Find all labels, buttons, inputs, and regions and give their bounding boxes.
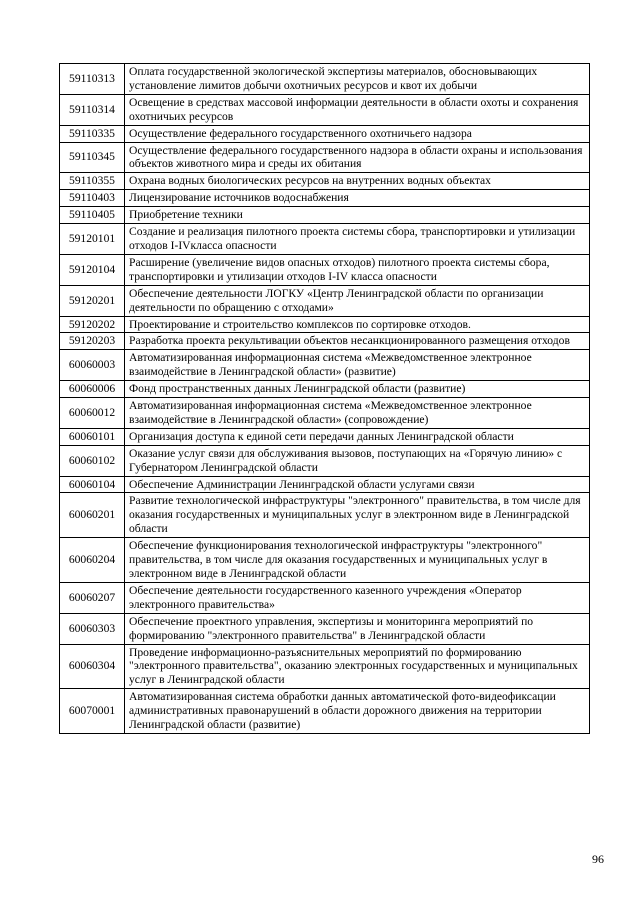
row-code: 60060201 (60, 493, 125, 538)
row-description: Обеспечение Администрации Ленинградской области услугами связи (125, 476, 590, 493)
row-description: Лицензирование источников водоснабжения (125, 190, 590, 207)
table-row (60, 613, 590, 644)
row-code: 60060003 (60, 350, 125, 381)
row-code: 59120104 (60, 254, 125, 285)
table-row (60, 333, 590, 350)
row-code: 59110405 (60, 207, 125, 224)
row-description: Организация доступа к единой сети передачи данных Ленинградской области (125, 428, 590, 445)
row-code: 59120202 (60, 316, 125, 333)
row-code: 59120201 (60, 285, 125, 316)
table-row (60, 428, 590, 445)
table-row (60, 94, 590, 125)
row-description: Обеспечение функционирования технологической инфраструктуры "электронного" правительства, в том числе для оказания государственных и муниципальных услуг в электронном виде в Ленинградской области (125, 538, 590, 583)
row-description: Разработка проекта рекультивации объектов несанкционированного размещения отходов (125, 333, 590, 350)
table-row (60, 316, 590, 333)
row-description: Проведение информационно-разъяснительных мероприятий по формированию "электронного правительства", оказанию электронных государственных и муниципальных услуг в Ленинградской области (125, 644, 590, 689)
table-row (60, 173, 590, 190)
budget-codes-table (59, 63, 590, 734)
page-number: 96 (592, 852, 604, 866)
table-body (60, 64, 590, 734)
row-description: Автоматизированная система обработки данных автоматической фото-видеофиксации административных правонарушений в области дорожного движения на территории Ленинградской области (развитие) (125, 689, 590, 734)
row-code: 59110314 (60, 94, 125, 125)
table-row (60, 493, 590, 538)
row-code: 59110335 (60, 125, 125, 142)
row-description: Создание и реализация пилотного проекта системы сбора, транспортировки и утилизации отходов I-IVкласса опасности (125, 224, 590, 255)
row-description: Обеспечение проектного управления, экспертизы и мониторинга мероприятий по формированию "электронного правительства" в Ленинградской области (125, 613, 590, 644)
row-description: Автоматизированная информационная система «Межведомственное электронное взаимодействие в Ленинградской области» (развитие) (125, 350, 590, 381)
table-row (60, 125, 590, 142)
row-description: Фонд пространственных данных Ленинградской области (развитие) (125, 381, 590, 398)
row-description: Автоматизированная информационная система «Межведомственное электронное взаимодействие в Ленинградской области» (сопровождение) (125, 398, 590, 429)
row-code: 60060102 (60, 445, 125, 476)
row-code: 60060012 (60, 398, 125, 429)
row-description: Оказание услуг связи для обслуживания вызовов, поступающих на «Горячую линию» с Губернатором Ленинградской области (125, 445, 590, 476)
row-code: 59110355 (60, 173, 125, 190)
row-description: Обеспечение деятельности ЛОГКУ «Центр Ленинградской области по организации деятельности по обращению с отходами» (125, 285, 590, 316)
table-row (60, 644, 590, 689)
table-row (60, 476, 590, 493)
table-row (60, 254, 590, 285)
row-code: 59110403 (60, 190, 125, 207)
row-description: Обеспечение деятельности государственного казенного учреждения «Оператор электронного правительства» (125, 582, 590, 613)
row-code: 60060303 (60, 613, 125, 644)
table-row (60, 445, 590, 476)
table-row (60, 207, 590, 224)
table-row (60, 64, 590, 95)
row-code: 60060207 (60, 582, 125, 613)
row-code: 60060101 (60, 428, 125, 445)
row-code: 60060104 (60, 476, 125, 493)
table-row (60, 224, 590, 255)
row-code: 59120101 (60, 224, 125, 255)
row-description: Развитие технологической инфраструктуры "электронного" правительства, в том числе для оказания государственных и муниципальных услуг в электронном виде в Ленинградской области (125, 493, 590, 538)
table-row (60, 538, 590, 583)
table-row (60, 582, 590, 613)
table-row (60, 350, 590, 381)
row-description: Освещение в средствах массовой информации деятельности в области охоты и сохранения охотничьих ресурсов (125, 94, 590, 125)
row-description: Расширение (увеличение видов опасных отходов) пилотного проекта системы сбора, транспортировки и утилизации отходов I-IV класса опасности (125, 254, 590, 285)
row-code: 60060204 (60, 538, 125, 583)
row-description: Охрана водных биологических ресурсов на внутренних водных объектах (125, 173, 590, 190)
row-code: 60060304 (60, 644, 125, 689)
row-description: Проектирование и строительство комплексов по сортировке отходов. (125, 316, 590, 333)
row-description: Приобретение техники (125, 207, 590, 224)
row-description: Оплата государственной экологической экспертизы материалов, обосновывающих установление лимитов добычи охотничьих ресурсов и квот их добычи (125, 64, 590, 95)
row-code: 59110313 (60, 64, 125, 95)
row-description: Осуществление федерального государственного надзора в области охраны и использования объектов животного мира и среды их обитания (125, 142, 590, 173)
table-row (60, 689, 590, 734)
row-code: 59110345 (60, 142, 125, 173)
row-code: 60070001 (60, 689, 125, 734)
row-code: 60060006 (60, 381, 125, 398)
table-row (60, 142, 590, 173)
row-description: Осуществление федерального государственного охотничьего надзора (125, 125, 590, 142)
table-row (60, 285, 590, 316)
table-row (60, 190, 590, 207)
table-row (60, 381, 590, 398)
table-row (60, 398, 590, 429)
row-code: 59120203 (60, 333, 125, 350)
